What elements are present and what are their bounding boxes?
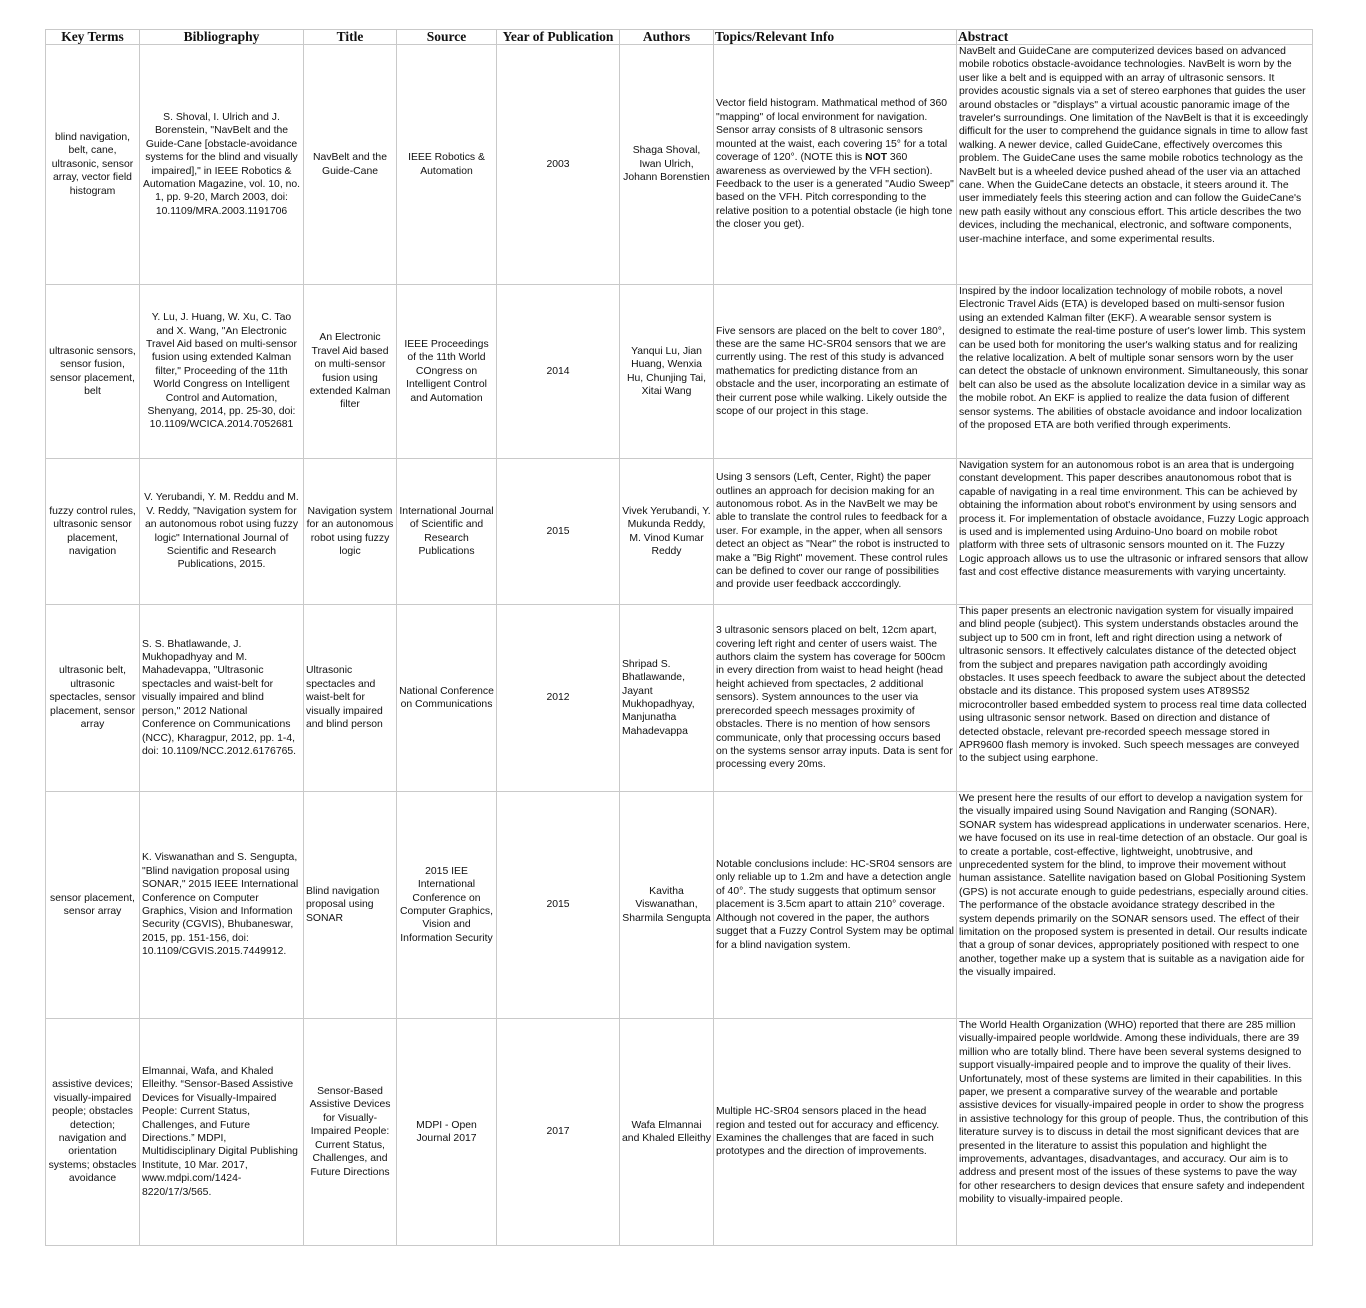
table-row [46,285,1313,459]
header-year: Year of Publication [497,30,620,45]
header-authors: Authors [620,30,714,45]
cell-year: 2015 [497,792,620,1019]
cell-year: 2012 [497,605,620,792]
table-row [46,605,1313,792]
cell-key-terms: assistive devices; visually-impaired people; obstacles detection; navigation and orientation systems; obstacles avoidance [46,1019,140,1246]
cell-title: Sensor-Based Assistive Devices for Visually-Impaired People: Current Status, Challenges, and Future Directions [304,1019,397,1246]
header-bibliography: Bibliography [140,30,304,45]
cell-authors: Shripad S. Bhatlawande, Jayant Mukhopadhyay, Manjunatha Mahadevappa [620,605,714,792]
cell-bibliography: S. Shoval, I. Ulrich and J. Borenstein, "NavBelt and the Guide-Cane [obstacle-avoidance systems for the blind and visually impaired]," in IEEE Robotics & Automation Magazine, vol. 10, no. 1, pp. 9-20, March 2003, doi: 10.1109/MRA.2003.1191706 [140,45,304,285]
cell-topics: Notable conclusions include: HC-SR04 sensors are only reliable up to 1.2m and have a detection angle of 40°. The study suggests that optimum sensor placement is 3.5cm apart to attain 210° coverage. Although not covered in the paper, the authors sugget that a Fuzzy Control System may be optimal for a blind navigation system. [714,792,957,1019]
cell-year: 2015 [497,459,620,605]
cell-authors: Shaga Shoval, Iwan Ulrich, Johann Borenstien [620,45,714,285]
cell-abstract: This paper presents an electronic navigation system for visually impaired and blind people (subject). This system understands obstacles around the subject up to 500 cm in front, left and right direction using a network of ultrasonic sensors. It effectively calculates distance of the detected object from the subject and prepares navigation path accordingly avoiding obstacles. It uses speech feedback to aware the subject about the detected obstacle and its distance. This proposed system uses AT89S52 microcontroller based embedded system to process real time data collected using ultrasonic sensor network. Based on direction and distance of detected obstacle, relevant pre-recorded speech message stored in APR9600 flash memory is invoked. Such speech messages are conveyed to the subject using earphone. [957,605,1313,792]
header-topics: Topics/Relevant Info [714,30,957,45]
header-key-terms: Key Terms [46,30,140,45]
cell-authors: Wafa Elmannai and Khaled Elleithy [620,1019,714,1246]
topics-text-start: Vector field histogram. Mathmatical method of 360 "mapping" of local environment for navigation. Sensor array consists of 8 ultrasonic sensors mounted at the waist, each covering 15° for a total coverage of 120°. (NOTE this is [716,98,948,164]
cell-title: An Electronic Travel Aid based on multi-sensor fusion using extended Kalman filter [304,285,397,459]
cell-year: 2014 [497,285,620,459]
cell-topics: Multiple HC-SR04 sensors placed in the head region and tested out for accuracy and efficency. Examines the challenges that are faced in such prototypes and the direction of improvements. [714,1019,957,1246]
cell-title: Blind navigation proposal using SONAR [304,792,397,1019]
cell-bibliography: K. Viswanathan and S. Sengupta, "Blind navigation proposal using SONAR," 2015 IEEE International Conference on Computer Graphics, Vision and Information Security (CGVIS), Bhubaneswar, 2015, pp. 151-156, doi: 10.1109/CGVIS.2015.7449912. [140,792,304,1019]
table-row [46,459,1313,605]
table-row [46,1019,1313,1246]
cell-source: International Journal of Scientific and Research Publications [397,459,497,605]
cell-abstract: We present here the results of our effort to develop a navigation system for the visually impaired using Sound Navigation and Ranging (SONAR). SONAR system has widespread applications in underwater scenarios. Here, we have focused on its use in real-time detection of an obstacle. Our goal is to create a portable, cost-effective, lightweight, unobtrusive, and unprecedented system for the blind, to improve their movement without human assistance. Satellite navigation based on Global Positioning System (GPS) is not accurate enough to guide pedestrians, especially around cities. The performance of the obstacle avoidance strategy described in the system depends primarily on the SONAR sensors used. The effect of their limitation on the proposed system is presented in detail. Our results indicate that a group of sonar devices, appropriately positioned with respect to one another, together make up a system that is suitable as a navigation aide for the visually impaired. [957,792,1313,1019]
header-row [46,30,1313,45]
table-row [46,45,1313,285]
cell-source: IEEE Proceedings of the 11th World COngress on Intelligent Control and Automation [397,285,497,459]
cell-topics: Using 3 sensors (Left, Center, Right) the paper outlines an approach for decision making for an autonomous robot. As in the NavBelt we may be able to translate the control rules to feedback for a user. For example, in the apper, when all sensors detect an object as "Near" the robot is instructed to make a "Big Right" movement. These control rules can be defined to cover our range of possibilities and provide user feedback acccordingly. [714,459,957,605]
cell-abstract: NavBelt and GuideCane are computerized devices based on advanced mobile robotics obstacle-avoidance technologies. NavBelt is worn by the user like a belt and is equipped with an array of ultrasonic sensors. It provides acoustic signals via a set of stereo earphones that guides the user around obstacles or "displays" a virtual acoustic panoramic image of the traveler's surroundings. One limitation of the NavBelt is that it is exceedingly difficult for the user to comprehend the guidance signals in time to allow fast walking. A newer device, called GuideCane, effectively overcomes this problem. The GuideCane uses the same mobile robotics technology as the NavBelt but is a wheeled device pushed ahead of the user via an attached cane. When the GuideCane detects an obstacle, it steers around it. The user immediately feels this steering action and can follow the GuideCane's new path easily without any conscious effort. This article describes the two devices, including the mechanical, electronic, and software components, user-machine interface, and some experimental results. [957,45,1313,285]
cell-bibliography: V. Yerubandi, Y. M. Reddu and M. V. Reddy, "Navigation system for an autonomous robot using fuzzy logic" International Journal of Scientific and Research Publications, 2015. [140,459,304,605]
cell-abstract: Navigation system for an autonomous robot is an area that is undergoing constant development. This paper describes anautonomous robot that is capable of navigating in a real time environment. This can be achieved by obtaining the information about robot's environment by using sensors and process it. For implementation of obstacle avoidance, Fuzzy Logic approach is used and is implemented using Arduino-Uno board on mobile robot platform with three sets of ultrasonic sensors mounted on it. The Fuzzy Logic approach allows us to use the ultrasonic or infrared sensors that allow fast and cost effective distance measurements with varying uncertainty. [957,459,1313,605]
cell-source: IEEE Robotics & Automation [397,45,497,285]
cell-year: 2017 [497,1019,620,1246]
header-source: Source [397,30,497,45]
cell-title: Ultrasonic spectacles and waist-belt for visually impaired and blind person [304,605,397,792]
cell-title: NavBelt and the Guide-Cane [304,45,397,285]
topics-text-end: 360 awareness as overviewed by the VFH section). Feedback to the user is a generated "Audio Sweep" based on the VFH. Pitch corresponding to the relative position to a potential obstacle (ie high tone the closer you get). [716,152,954,231]
cell-topics [714,45,957,285]
cell-key-terms: ultrasonic belt, ultrasonic spectacles, sensor placement, sensor array [46,605,140,792]
cell-bibliography: Elmannai, Wafa, and Khaled Elleithy. “Sensor-Based Assistive Devices for Visually-Impaired People: Current Status, Challenges, and Future Directions.” MDPI, Multidisciplinary Digital Publishing Institute, 10 Mar. 2017, www.mdpi.com/1424-8220/17/3/565. [140,1019,304,1246]
cell-source: 2015 IEE International Conference on Computer Graphics, Vision and Information Security [397,792,497,1019]
cell-bibliography: S. S. Bhatlawande, J. Mukhopadhyay and M. Mahadevappa, "Ultrasonic spectacles and waist-belt for visually impaired and blind person," 2012 National Conference on Communications (NCC), Kharagpur, 2012, pp. 1-4, doi: 10.1109/NCC.2012.6176765. [140,605,304,792]
literature-review-sheet [45,29,1312,1246]
cell-source: National Conference on Communications [397,605,497,792]
header-title: Title [304,30,397,45]
cell-abstract: The World Health Organization (WHO) reported that there are 285 million visually-impaired people worldwide. Among these individuals, there are 39 million who are totally blind. There have been several systems designed to support visually-impaired people and to improve the quality of their lives. Unfortunately, most of these systems are limited in their capabilities. In this paper, we present a comparative survey of the wearable and portable assistive devices for visually-impaired people in order to show the progress in assistive technology for this group of people. Thus, the contribution of this literature survey is to discuss in detail the most significant devices that are presented in the literature to assist this population and highlight the improvements, advantages, disadvantages, and accuracy. Our aim is to address and present most of the issues of these systems to pave the way for other researchers to design devices that ensure safety and independent mobility to visually-impaired people. [957,1019,1313,1246]
cell-authors: Yanqui Lu, Jian Huang, Wenxia Hu, Chunjing Tai, Xitai Wang [620,285,714,459]
cell-key-terms: sensor placement, sensor array [46,792,140,1019]
cell-bibliography: Y. Lu, J. Huang, W. Xu, C. Tao and X. Wang, "An Electronic Travel Aid based on multi-sensor fusion using extended Kalman filter," Proceeding of the 11th World Congress on Intelligent Control and Automation, Shenyang, 2014, pp. 25-30, doi: 10.1109/WCICA.2014.7052681 [140,285,304,459]
cell-topics: 3 ultrasonic sensors placed on belt, 12cm apart, covering left right and center of users waist. The authors claim the system has coverage for 500cm in every direction from waist to head height (head height achieved from spectacles, 2 additional sensors). System announces to the user via prerecorded speech messages proximity of obstacles. There is no mention of how sensors communicate, only that processing occurs based on the systems sensor array inputs. Data is sent for processing every 20ms. [714,605,957,792]
cell-title: Navigation system for an autonomous robot using fuzzy logic [304,459,397,605]
header-abstract: Abstract [957,30,1313,45]
cell-key-terms: ultrasonic sensors, sensor fusion, sensor placement, belt [46,285,140,459]
cell-year: 2003 [497,45,620,285]
cell-topics: Five sensors are placed on the belt to cover 180°, these are the same HC-SR04 sensors that we are currently using. The rest of this study is advanced mathematics for predicting distance from an obstacle and the user, incorporating an estimate of their current pose while walking. Likely outside the scope of our project in this stage. [714,285,957,459]
cell-source: MDPI - Open Journal 2017 [397,1019,497,1246]
cell-authors: Vivek Yerubandi, Y. Mukunda Reddy, M. Vinod Kumar Reddy [620,459,714,605]
cell-abstract: Inspired by the indoor localization technology of mobile robots, a novel Electronic Travel Aids (ETA) is developed based on multi-sensor fusion using an extended Kalman filter (EKF). A wearable sensor system is designed to estimate the real-time posture of user's lower limb. This system can be used both for monitoring the user's walking status and for realizing the relative localization. A belt of multiple sonar sensors worn by the user can detect the obstacle of unknown environment. Simultaneously, this sonar belt can also be used as the absolute localization device in a similar way as the mobile robot. An EKF is applied to realize the data fusion of different sensor systems. The abilities of obstacle avoidance and indoor localization of the proposed ETA are both verified through experiments. [957,285,1313,459]
table-row [46,792,1313,1019]
literature-table [45,29,1313,1246]
cell-key-terms: blind navigation, belt, cane, ultrasonic, sensor array, vector field histogram [46,45,140,285]
cell-key-terms: fuzzy control rules, ultrasonic sensor placement, navigation [46,459,140,605]
topics-emphasis: NOT [865,152,888,164]
cell-authors: Kavitha Viswanathan, Sharmila Sengupta [620,792,714,1019]
